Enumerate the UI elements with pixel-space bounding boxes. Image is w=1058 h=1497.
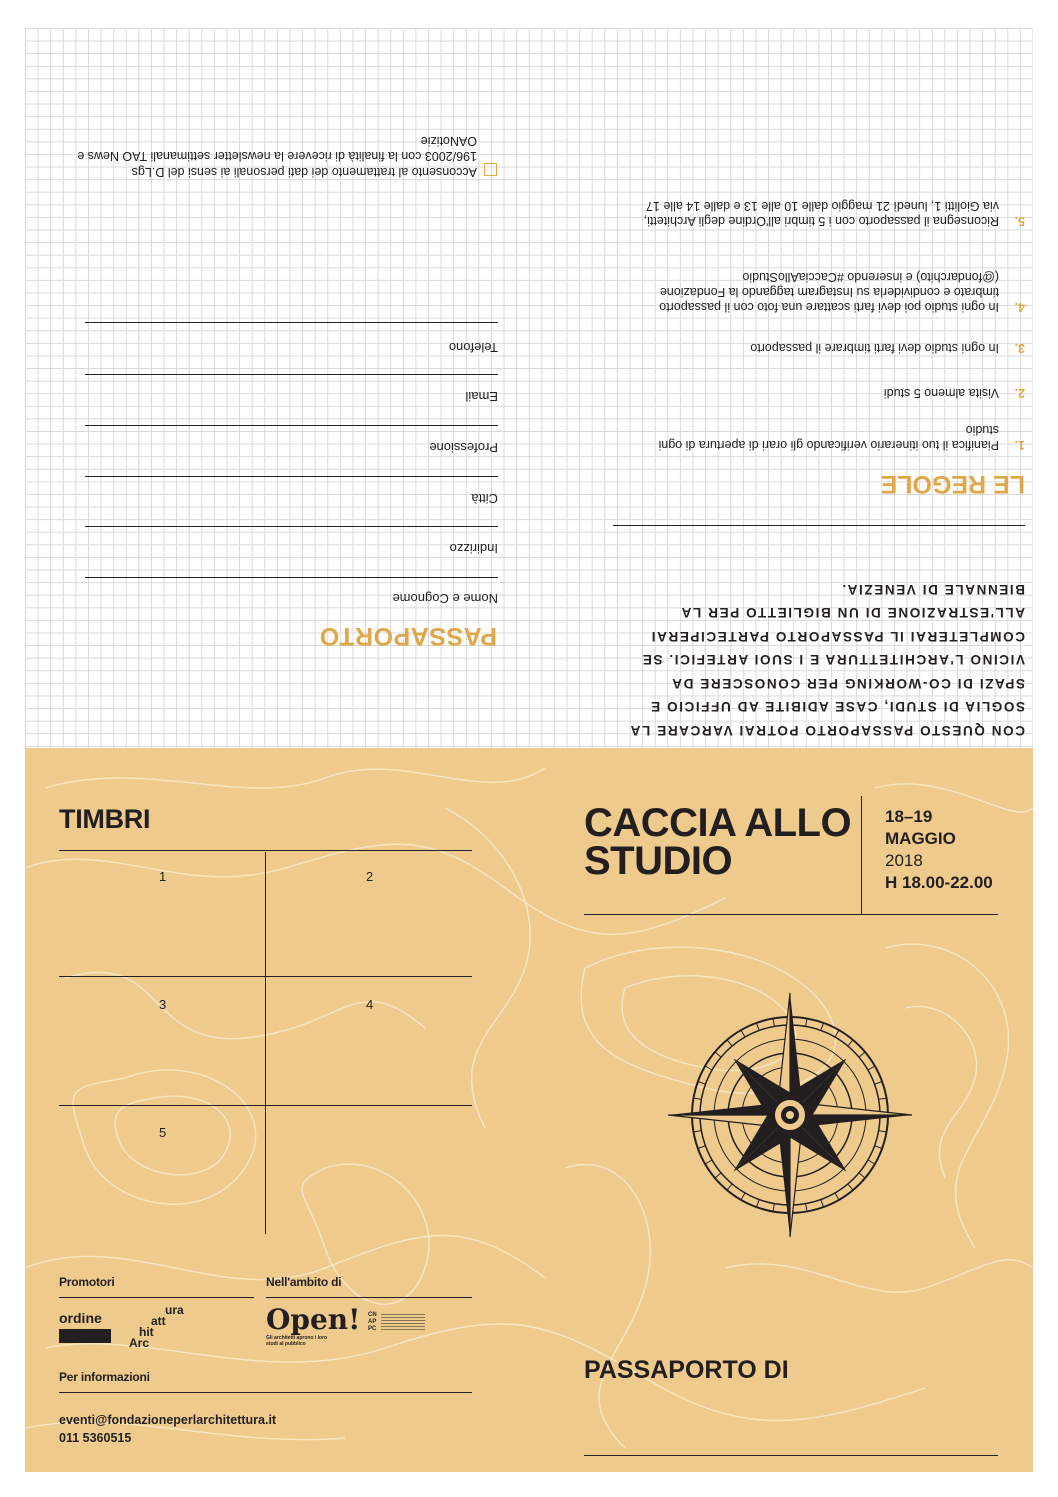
event-year: 2018 [885,851,923,870]
promotori-label: Promotori [59,1275,115,1289]
rule-text: In ogni studio devi farti timbrare il passaporto [750,341,999,355]
cover-panel [25,748,1033,1472]
field-line-profession [85,425,498,426]
field-line-phone [85,322,498,323]
open-logo [266,1305,360,1347]
rule-num: 4. [1014,300,1025,314]
stamp-cell-5[interactable]: 5 [159,1125,167,1140]
title-bottom-rule [584,914,998,915]
open-logo-sub: Gli architetti aprono i loro studi al pubblico [266,1335,328,1347]
arc-logo-text-4: Arc [129,1336,150,1350]
ordine-logo-text: ordine [59,1310,102,1326]
event-dates: 18–19 [885,807,933,826]
ordine-logo [59,1311,119,1351]
field-label-phone: Telefono [448,340,498,355]
field-line-address [85,526,498,527]
architettura-logo [129,1305,199,1351]
field-label-address: Indirizzo [449,541,498,556]
grid-panel [25,28,1033,748]
rule-num: 3. [1014,341,1025,355]
rule-item-2 [625,385,1025,400]
field-label-city: Città [471,491,498,506]
consent-text: Acconsento al trattamento dei dati personali ai sensi del D.Lgs 196/2003 con la finalità di ricevere la newsletter settimanali TAO News e OANotizie [77,134,477,179]
field-line-email [85,374,498,375]
title-divider [861,796,862,914]
ambito-rule [266,1297,472,1298]
rule-num: 1. [1014,438,1025,452]
field-label-name: Nome e Cognome [392,591,498,606]
stamp-cell-1[interactable]: 1 [159,869,167,884]
event-title-line-2: STUDIO [584,839,733,883]
info-label: Per informazioni [59,1370,150,1384]
rule-item-5 [625,198,1025,228]
cnappc-logo-mark [381,1314,425,1330]
contact-phone: 011 5360515 [59,1431,132,1445]
rule-item-3 [625,340,1025,355]
event-month: MAGGIO [885,829,956,848]
rule-text: Riconsegna il passaporto con i 5 timbri all'Ordine degli Architetti, via Giolitti 1, lunedì 21 maggio dalle 10 alle 13 e dalle 14 alle 17 [643,199,999,228]
open-logo-text: Open! [266,1303,361,1336]
passaporto-title: PASSAPORTO [319,622,497,650]
field-line-city [85,476,498,477]
timbri-row-rule-1 [59,976,472,977]
rules-title: LE REGOLE [880,470,1025,498]
flipped-content [25,28,1033,748]
timbri-row-rule-2 [59,1105,472,1106]
event-title [584,801,852,883]
info-rule [59,1392,472,1393]
arc-logo-text-3: hit [139,1325,154,1339]
timbri-vertical-rule [265,852,266,1234]
promotori-rule [59,1297,254,1298]
passport-of-label: PASSAPORTO DI [584,1356,789,1384]
arc-logo-text-2: att [151,1314,166,1328]
rule-num: 2. [1014,386,1025,400]
consent-checkbox[interactable] [484,163,497,176]
arc-logo-text-1: ura [165,1303,184,1317]
contact-email[interactable]: eventi@fondazioneperlarchitettura.it [59,1413,277,1427]
timbri-title: TIMBRI [59,804,151,834]
rules-divider [613,525,1025,526]
rule-text: Pianifica il tuo itinerario verificando gli orari di apertura di ogni studio [658,423,999,452]
passport-name-line[interactable] [584,1455,998,1456]
timbri-top-rule [59,850,472,851]
intro-text: CON QUESTO PASSAPORTO POTRAI VARCARE LA SOGLIA DI STUDI, CASE ADIBITE AD UFFICIO E SPAZI DI CO-WORKING PER CONOSCERE DA VICINO L'ARCHITETTURA E I SUOI ARTEFICI. SE COMPLETERAI IL PASSAPORTO PARTECIPERAI ALL'ESTRAZIONE DI UN BIGLIETTO PER LA BIENNALE DI VENEZIA. [629,582,1025,738]
cnappc-logo: CNAPPC [368,1312,377,1332]
rule-item-1 [625,422,1025,452]
field-label-email: Email [465,389,498,404]
rule-num: 5. [1014,214,1025,228]
stamp-cell-4[interactable]: 4 [366,997,374,1012]
field-label-profession: Professione [429,440,498,455]
stamp-cell-3[interactable]: 3 [159,997,167,1012]
event-date-block [885,806,993,894]
event-title-line-1: CACCIA ALLO [584,801,852,845]
event-hours: H 18.00-22.00 [885,873,993,892]
rule-item-4 [625,269,1025,314]
rule-text: In ogni studio poi devi farti scattare una foto con il passaporto timbrato e condividerla su Instagram taggando la Fondazione (@fondarchito) e inserendo #CacciaAlloStudio [659,270,999,314]
rule-text: Visita almeno 5 studi [883,386,999,400]
stamp-cell-2[interactable]: 2 [366,869,374,884]
ordine-logo-mark [59,1329,111,1343]
compass-rose-icon [665,990,915,1240]
field-line-name [85,577,498,578]
ambito-label: Nell'ambito di [266,1275,342,1289]
brochure-page [25,28,1033,1472]
